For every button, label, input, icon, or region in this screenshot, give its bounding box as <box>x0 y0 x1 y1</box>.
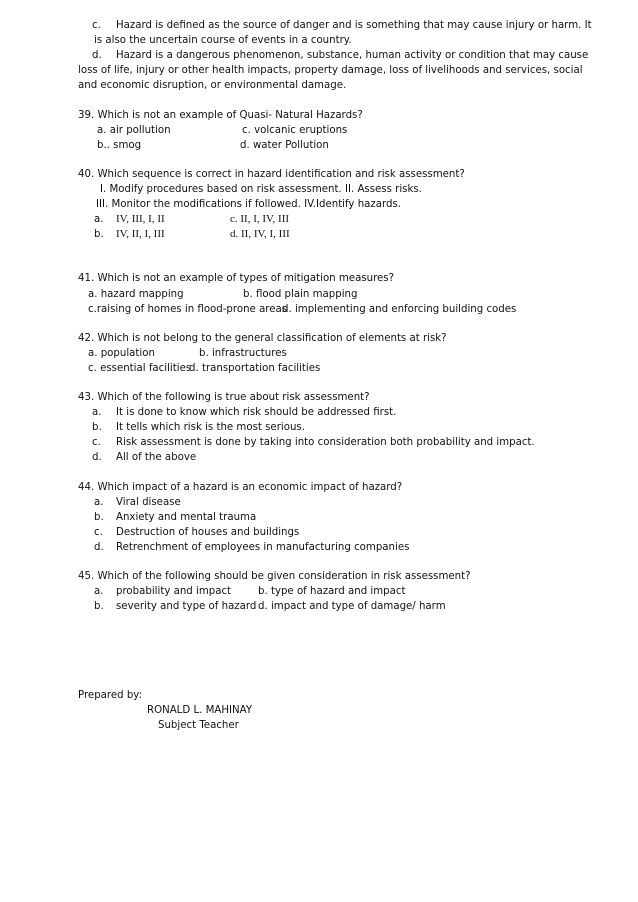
q41-option-d: d. implementing and enforcing building codes <box>282 304 517 315</box>
q41-option-b: b. flood plain mapping <box>243 289 358 300</box>
q39-option-d: d. water Pollution <box>240 140 329 151</box>
q44-option-letter: d. <box>94 542 104 553</box>
q45-option-c: severity and type of hazard <box>116 601 257 612</box>
q39-question: 39. Which is not an example of Quasi- Natural Hazards? <box>78 110 363 121</box>
q44-question: 44. Which impact of a hazard is an economic impact of hazard? <box>78 482 403 493</box>
q43-question: 43. Which of the following is true about risk assessment? <box>78 392 370 403</box>
q42-option-d: d. transportation facilities <box>189 363 321 374</box>
q43-option-text: All of the above <box>116 452 197 463</box>
q44-option-letter: a. <box>94 497 104 508</box>
q40-option-a-letter: a. <box>94 214 104 225</box>
q44-option-text: Anxiety and mental trauma <box>116 512 257 523</box>
q43-option-letter: c. <box>92 437 101 448</box>
q39-option-c: c. volcanic eruptions <box>242 125 348 136</box>
q43-option-letter: b. <box>92 422 102 433</box>
q43-option-letter: d. <box>92 452 102 463</box>
q41-option-a: a. hazard mapping <box>88 289 184 300</box>
q39-option-b: b.. smog <box>97 140 142 151</box>
q44-option-text: Retrenchment of employees in manufacturing companies <box>116 542 410 553</box>
prepared-by-label: Prepared by: <box>78 690 143 701</box>
intro-c-line2: is also the uncertain course of events in a country. <box>94 35 352 46</box>
q45-option-b: b. type of hazard and impact <box>258 586 406 597</box>
teacher-name: RONALD L. MAHINAY <box>147 705 253 716</box>
q40-question: 40. Which sequence is correct in hazard identification and risk assessment? <box>78 169 465 180</box>
q40-option-b: IV, II, I, III <box>116 228 165 240</box>
q45-option-c-letter: b. <box>94 601 104 612</box>
q42-question: 42. Which is not belong to the general classification of elements at risk? <box>78 333 447 344</box>
q40-option-c: c. II, I, IV, III <box>230 213 290 225</box>
intro-d-letter: d. <box>92 50 102 61</box>
q43-option-text: It tells which risk is the most serious. <box>116 422 305 433</box>
q43-option-text: It is done to know which risk should be addressed first. <box>116 407 397 418</box>
q44-option-text: Destruction of houses and buildings <box>116 527 300 538</box>
intro-d-line2: loss of life, injury or other health impacts, property damage, loss of livelihoods and services, social <box>78 65 583 76</box>
q45-option-a-letter: a. <box>94 586 104 597</box>
q41-option-c: c.raising of homes in flood-prone areas <box>88 304 288 315</box>
q45-option-a: probability and impact <box>116 586 232 597</box>
intro-c-letter: c. <box>92 20 101 31</box>
q40-step-line2: III. Monitor the modifications if followed. IV.Identify hazards. <box>96 199 402 210</box>
teacher-title: Subject Teacher <box>158 720 239 731</box>
q42-option-a: a. population <box>88 348 155 359</box>
q43-option-text: Risk assessment is done by taking into consideration both probability and impact. <box>116 437 535 448</box>
q44-option-letter: b. <box>94 512 104 523</box>
q40-option-a: IV, III, I, II <box>116 213 165 225</box>
q45-option-d: d. impact and type of damage/ harm <box>258 601 446 612</box>
q43-option-letter: a. <box>92 407 102 418</box>
intro-c-line1: Hazard is defined as the source of danger and is something that may cause injury or harm. It <box>116 20 592 31</box>
q42-option-c: c. essential facilities <box>88 363 192 374</box>
q44-option-letter: c. <box>94 527 103 538</box>
q45-question: 45. Which of the following should be given consideration in risk assessment? <box>78 571 471 582</box>
q40-step-line1: I. Modify procedures based on risk assessment. II. Assess risks. <box>100 184 422 195</box>
intro-d-line1: Hazard is a dangerous phenomenon, substance, human activity or condition that may cause <box>116 50 589 61</box>
q40-option-d: d. II, IV, I, III <box>230 228 290 240</box>
q39-option-a: a. air pollution <box>97 125 171 136</box>
q40-option-b-letter: b. <box>94 229 104 240</box>
q41-question: 41. Which is not an example of types of mitigation measures? <box>78 273 395 284</box>
q42-option-b: b. infrastructures <box>199 348 287 359</box>
intro-d-line3: and economic disruption, or environmental damage. <box>78 80 347 91</box>
q44-option-text: Viral disease <box>116 497 181 508</box>
